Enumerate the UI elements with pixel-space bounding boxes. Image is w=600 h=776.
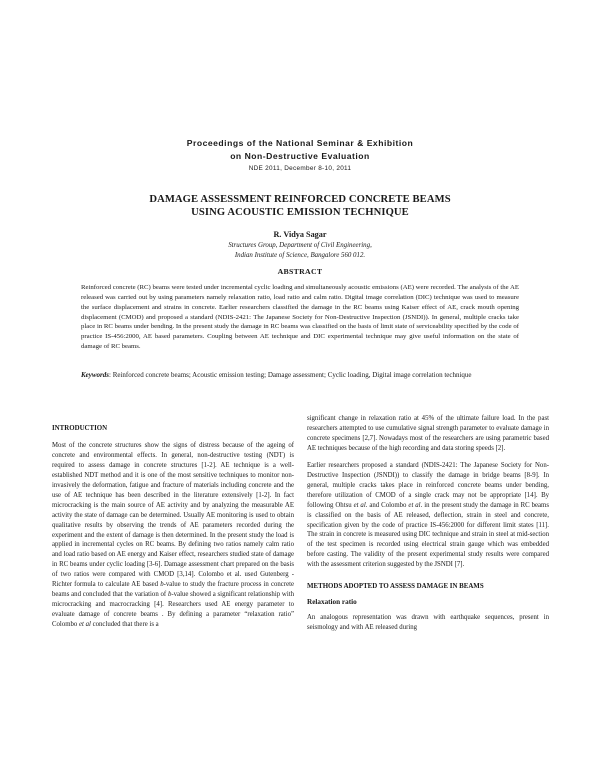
- methods-heading: METHODS ADOPTED TO ASSESS DAMAGE IN BEAMS: [307, 583, 484, 591]
- paper-title-line-2: USING ACOUSTIC EMISSION TECHNIQUE: [191, 207, 409, 218]
- affiliation-line-2: Indian Institute of Science, Bangalore 560 012.: [234, 252, 366, 259]
- abstract-heading: ABSTRACT: [277, 267, 323, 276]
- introduction-heading: INTRODUCTION: [52, 425, 108, 432]
- body-paragraph-1: significant change in relaxation ratio at 45% of the ultimate failure load. In the past researchers attempted to use cumulative signal strength parameter to evaluate damage in concrete specimens [2,7]. Nowadays most of the researchers are using parametric based AE techniques because of the high recording and data storing speeds [2].: [307, 415, 549, 452]
- relaxation-ratio-heading: Relaxation ratio: [307, 598, 357, 607]
- body-paragraph-3: An analogous representation was drawn with earthquake sequences, present in seismology and with AE released during: [307, 614, 549, 632]
- keywords-list: : Reinforced concrete beams; Acoustic emission testing; Damage assessment; Cyclic loading, Digital image correlation technique: [109, 371, 472, 379]
- affiliation-line-1: Structures Group, Department of Civil Engineering,: [228, 242, 372, 249]
- keywords-label: Keywords: [81, 371, 109, 379]
- author-name: R. Vidya Sagar: [273, 230, 327, 239]
- proceedings-subtitle: on Non-Destructive Evaluation: [230, 151, 370, 161]
- abstract-text: Reinforced concrete (RC) beams were tested under incremental cyclic loading and simultaneously acoustic emissions (AE) were recorded. The analysis of the AE released was carried out by using parameters namely relaxation ratio, load ratio and calm ratio. Digital image correlation (DIC) technique was used to measure the surface displacement and strains in concrete. Earlier researchers classified the damage in the RC beams using Kaiser effect of AE, crack mouth opening displacement (CMOD) and proposed a standard (NDIS-2421: The Japanese Society for Non-Destructive Inspection (JSNDI)). In general, multiple cracks take place in RC beams under bending. In the present study the damage in RC beams was classified on the basis of limit state of serviceability specified by the code of practice IS-456:2000, AE based parameters. Coupling between AE technique and DIC experimental technique may give useful information on the state of damage of RC beams.: [81, 284, 519, 351]
- keywords: [81, 370, 519, 380]
- right-column: [307, 414, 549, 640]
- conference-date: NDE 2011, December 8-10, 2011: [248, 165, 352, 172]
- introduction-paragraph: Most of the concrete structures show the signs of distress because of the ageing of concrete and environmental effects. In general, non-destructive testing (NDT) is required to assess damage in concrete structures [1-2]. AE technique is a well-established NDT method and it is one of the most sensitive techniques to monitor non-invasively the deformation, fatigue and fracture of materials including concrete and the use of AE technique has been described in the literature extensively [1-2]. In fact microcracking is the main source of AE activity and by analyzing the measurable AE activity the state of damage can be determined. Usually AE monitoring is used to obtain qualitative results by observing the trends of AE parameters recorded during the experiment and the extent of damage is then determined. In the present study the load is applied in incremental cycles on RC beams. By defining two ratios namely calm ratio and load ratio based on AE energy and Kaiser effect, researchers studied state of damage in RC beams under cyclic loading [3-6]. Damage assessment chart prepared on the basis of two ratios were compared with CMOD [3,14]. Colombo et al. used Gutenberg -Richter formula to calculate AE based b-value to study the fracture process in concrete beams and concluded that the variation of b-value showed a significant relationship with microcracking and macrocracking [4]. Researchers used AE energy parameter to evaluate damage of concrete beams . By defining a parameter “relaxation ratio” Colombo et al concluded that there is a: [52, 441, 295, 629]
- proceedings-title: Proceedings of the National Seminar & Exhibition: [186, 138, 414, 148]
- paper-title-line-1: DAMAGE ASSESSMENT REINFORCED CONCRETE BEAMS: [149, 194, 451, 205]
- left-column: [52, 414, 294, 637]
- body-paragraph-2: Earlier researchers proposed a standard (NDIS-2421: The Japanese Society for Non-Destructive Inspection (JSNDI)) to classify the damage in bridge beams [8-9]. In general, multiple cracks takes place in reinforced concrete beams under bending, therefore utilization of CMOD of a single crack may not be appropriate [14]. By following Ohtsu et al. and Colombo et al. in the present study the damage in RC beams is classified on the basis of AE released, deflection, strain in steel and concrete, specification given by the code of practice IS-456:2000 for different limit states [11]. The strain in concrete is measured using DIC technique and strain in steel at mid-section of the test specimen is recorded using electrical strain gauge which was embedded before casting. The validity of the present experimental study results were compared with the assessment criterion suggested by the JSNDI [7].: [307, 461, 549, 569]
